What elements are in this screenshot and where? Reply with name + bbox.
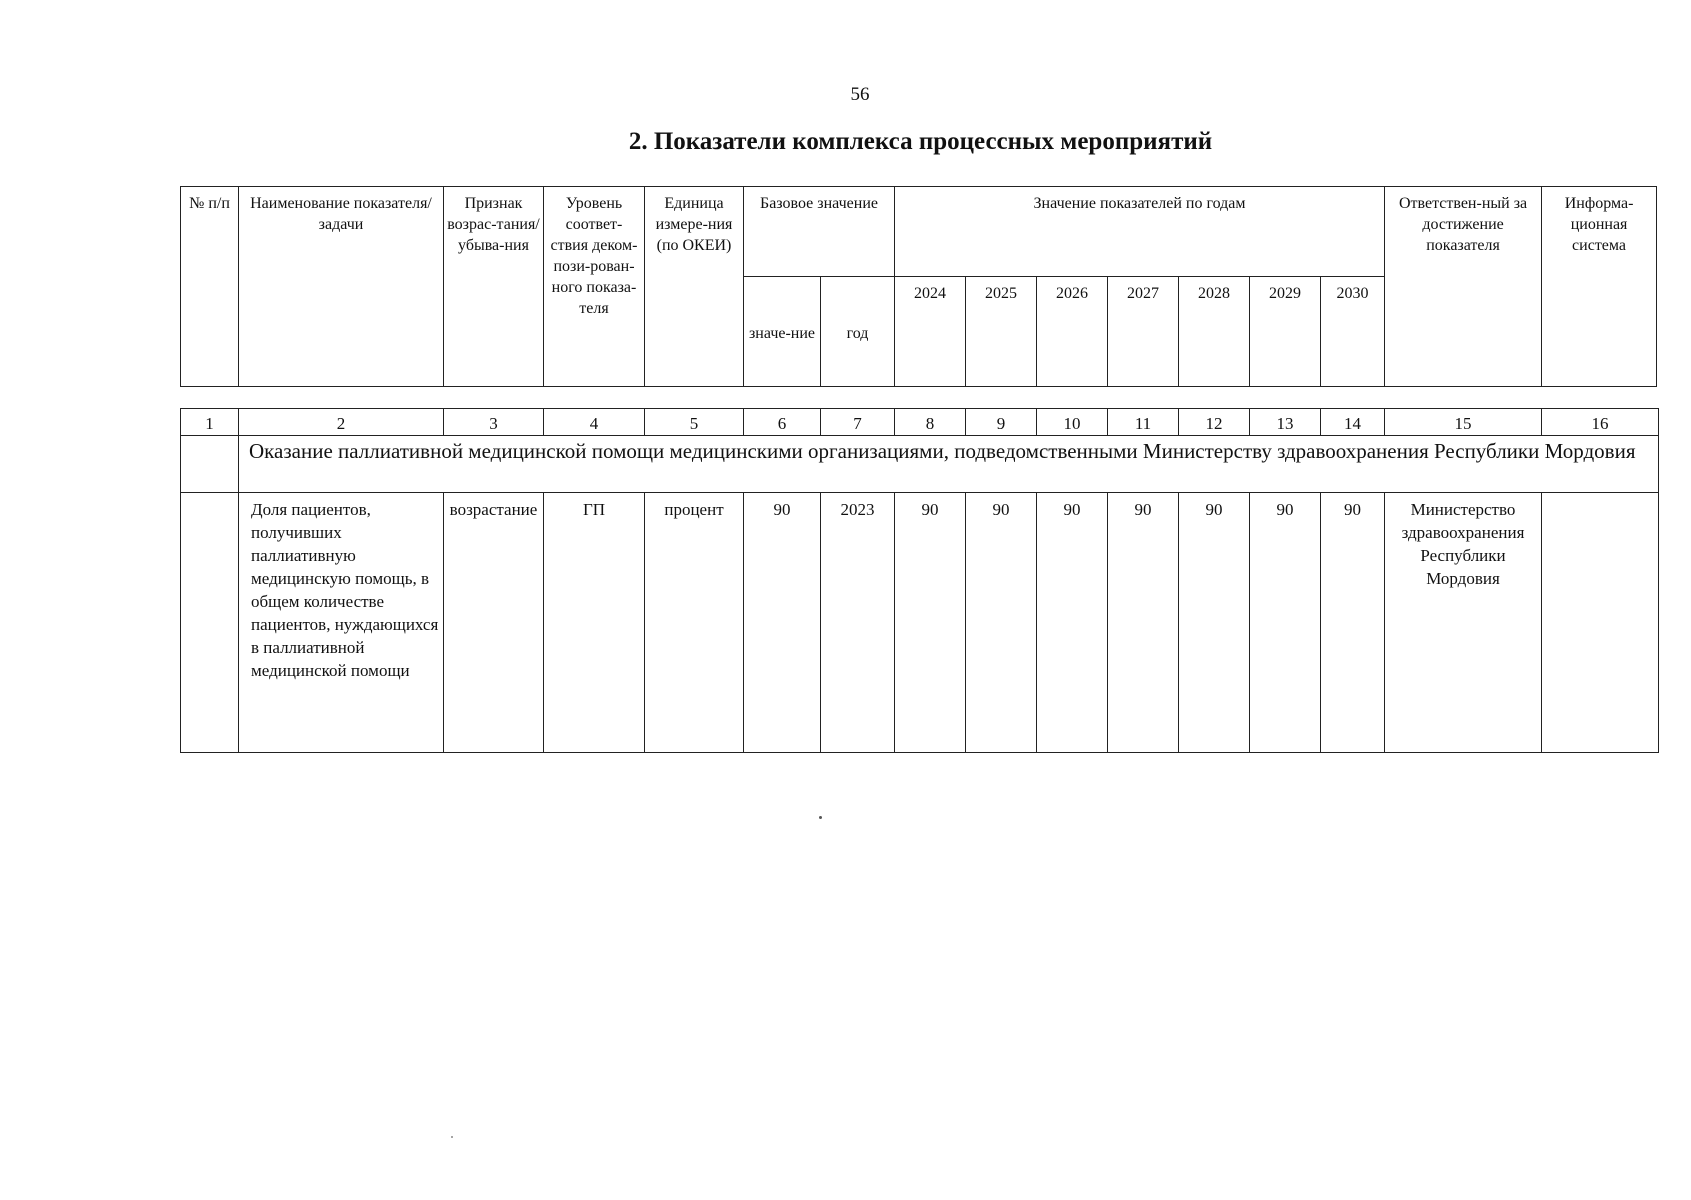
row-indicator-name: Доля пациентов, получивших паллиативную медицинскую помощь, в общем количестве пациентов, нуждающихся в паллиативной медицинской помощи — [239, 493, 444, 753]
row-value: 90 — [1037, 493, 1108, 753]
row-unit: процент — [645, 493, 744, 753]
column-number-row — [181, 409, 1659, 436]
header-year: 2026 — [1037, 277, 1108, 387]
column-number: 15 — [1385, 409, 1542, 436]
column-number: 13 — [1250, 409, 1321, 436]
row-base-year: 2023 — [821, 493, 895, 753]
column-number: 11 — [1108, 409, 1179, 436]
header-base-year: год — [821, 277, 895, 387]
row-value: 90 — [1250, 493, 1321, 753]
row-info-system — [1542, 493, 1659, 753]
header-unit: Единица измере-ния (по ОКЕИ) — [645, 187, 744, 387]
row-value: 90 — [1321, 493, 1385, 753]
header-year: 2027 — [1108, 277, 1179, 387]
header-table — [180, 186, 1657, 387]
row-no — [181, 493, 239, 753]
header-level: Уровень соответ-ствия деком-пози-рован-ного показа-теля — [544, 187, 645, 387]
header-name: Наименование показателя/задачи — [239, 187, 444, 387]
header-year: 2025 — [966, 277, 1037, 387]
section-row — [181, 436, 1659, 493]
header-responsible: Ответствен-ный за достижение показателя — [1385, 187, 1542, 387]
column-number: 4 — [544, 409, 645, 436]
column-number: 14 — [1321, 409, 1385, 436]
column-number: 1 — [181, 409, 239, 436]
column-number: 7 — [821, 409, 895, 436]
scan-speck — [451, 1136, 453, 1138]
row-level: ГП — [544, 493, 645, 753]
header-no: № п/п — [181, 187, 239, 387]
column-number: 3 — [444, 409, 544, 436]
header-year: 2024 — [895, 277, 966, 387]
row-value: 90 — [1179, 493, 1250, 753]
section-title: Оказание паллиативной медицинской помощи медицинскими организациями, подведомственными Министерству здравоохранения Республики Мордовия — [239, 436, 1659, 493]
table-row — [181, 493, 1659, 753]
column-number: 8 — [895, 409, 966, 436]
column-number: 10 — [1037, 409, 1108, 436]
column-number: 16 — [1542, 409, 1659, 436]
section-no-cell — [181, 436, 239, 493]
row-value: 90 — [966, 493, 1037, 753]
page-number: 56 — [850, 84, 870, 105]
header-base-value: значе-ние — [744, 277, 821, 387]
header-year: 2028 — [1179, 277, 1250, 387]
row-value: 90 — [895, 493, 966, 753]
header-values: Значение показателей по годам — [895, 187, 1385, 277]
header-base: Базовое значение — [744, 187, 895, 277]
scan-speck — [819, 816, 822, 819]
row-base-value: 90 — [744, 493, 821, 753]
column-number: 5 — [645, 409, 744, 436]
row-value: 90 — [1108, 493, 1179, 753]
page-title: 2. Показатели комплекса процессных мероприятий — [628, 128, 1213, 155]
header-year: 2030 — [1321, 277, 1385, 387]
row-sign: возрастание — [444, 493, 544, 753]
body-table — [180, 408, 1659, 753]
header-info-system: Информа-ционная система — [1542, 187, 1657, 387]
column-number: 2 — [239, 409, 444, 436]
header-sign: Признак возрас-тания/ убыва-ния — [444, 187, 544, 387]
column-number: 9 — [966, 409, 1037, 436]
column-number: 6 — [744, 409, 821, 436]
column-number: 12 — [1179, 409, 1250, 436]
header-year: 2029 — [1250, 277, 1321, 387]
row-responsible: Министерство здравоохранения Республики Мордовия — [1385, 493, 1542, 753]
